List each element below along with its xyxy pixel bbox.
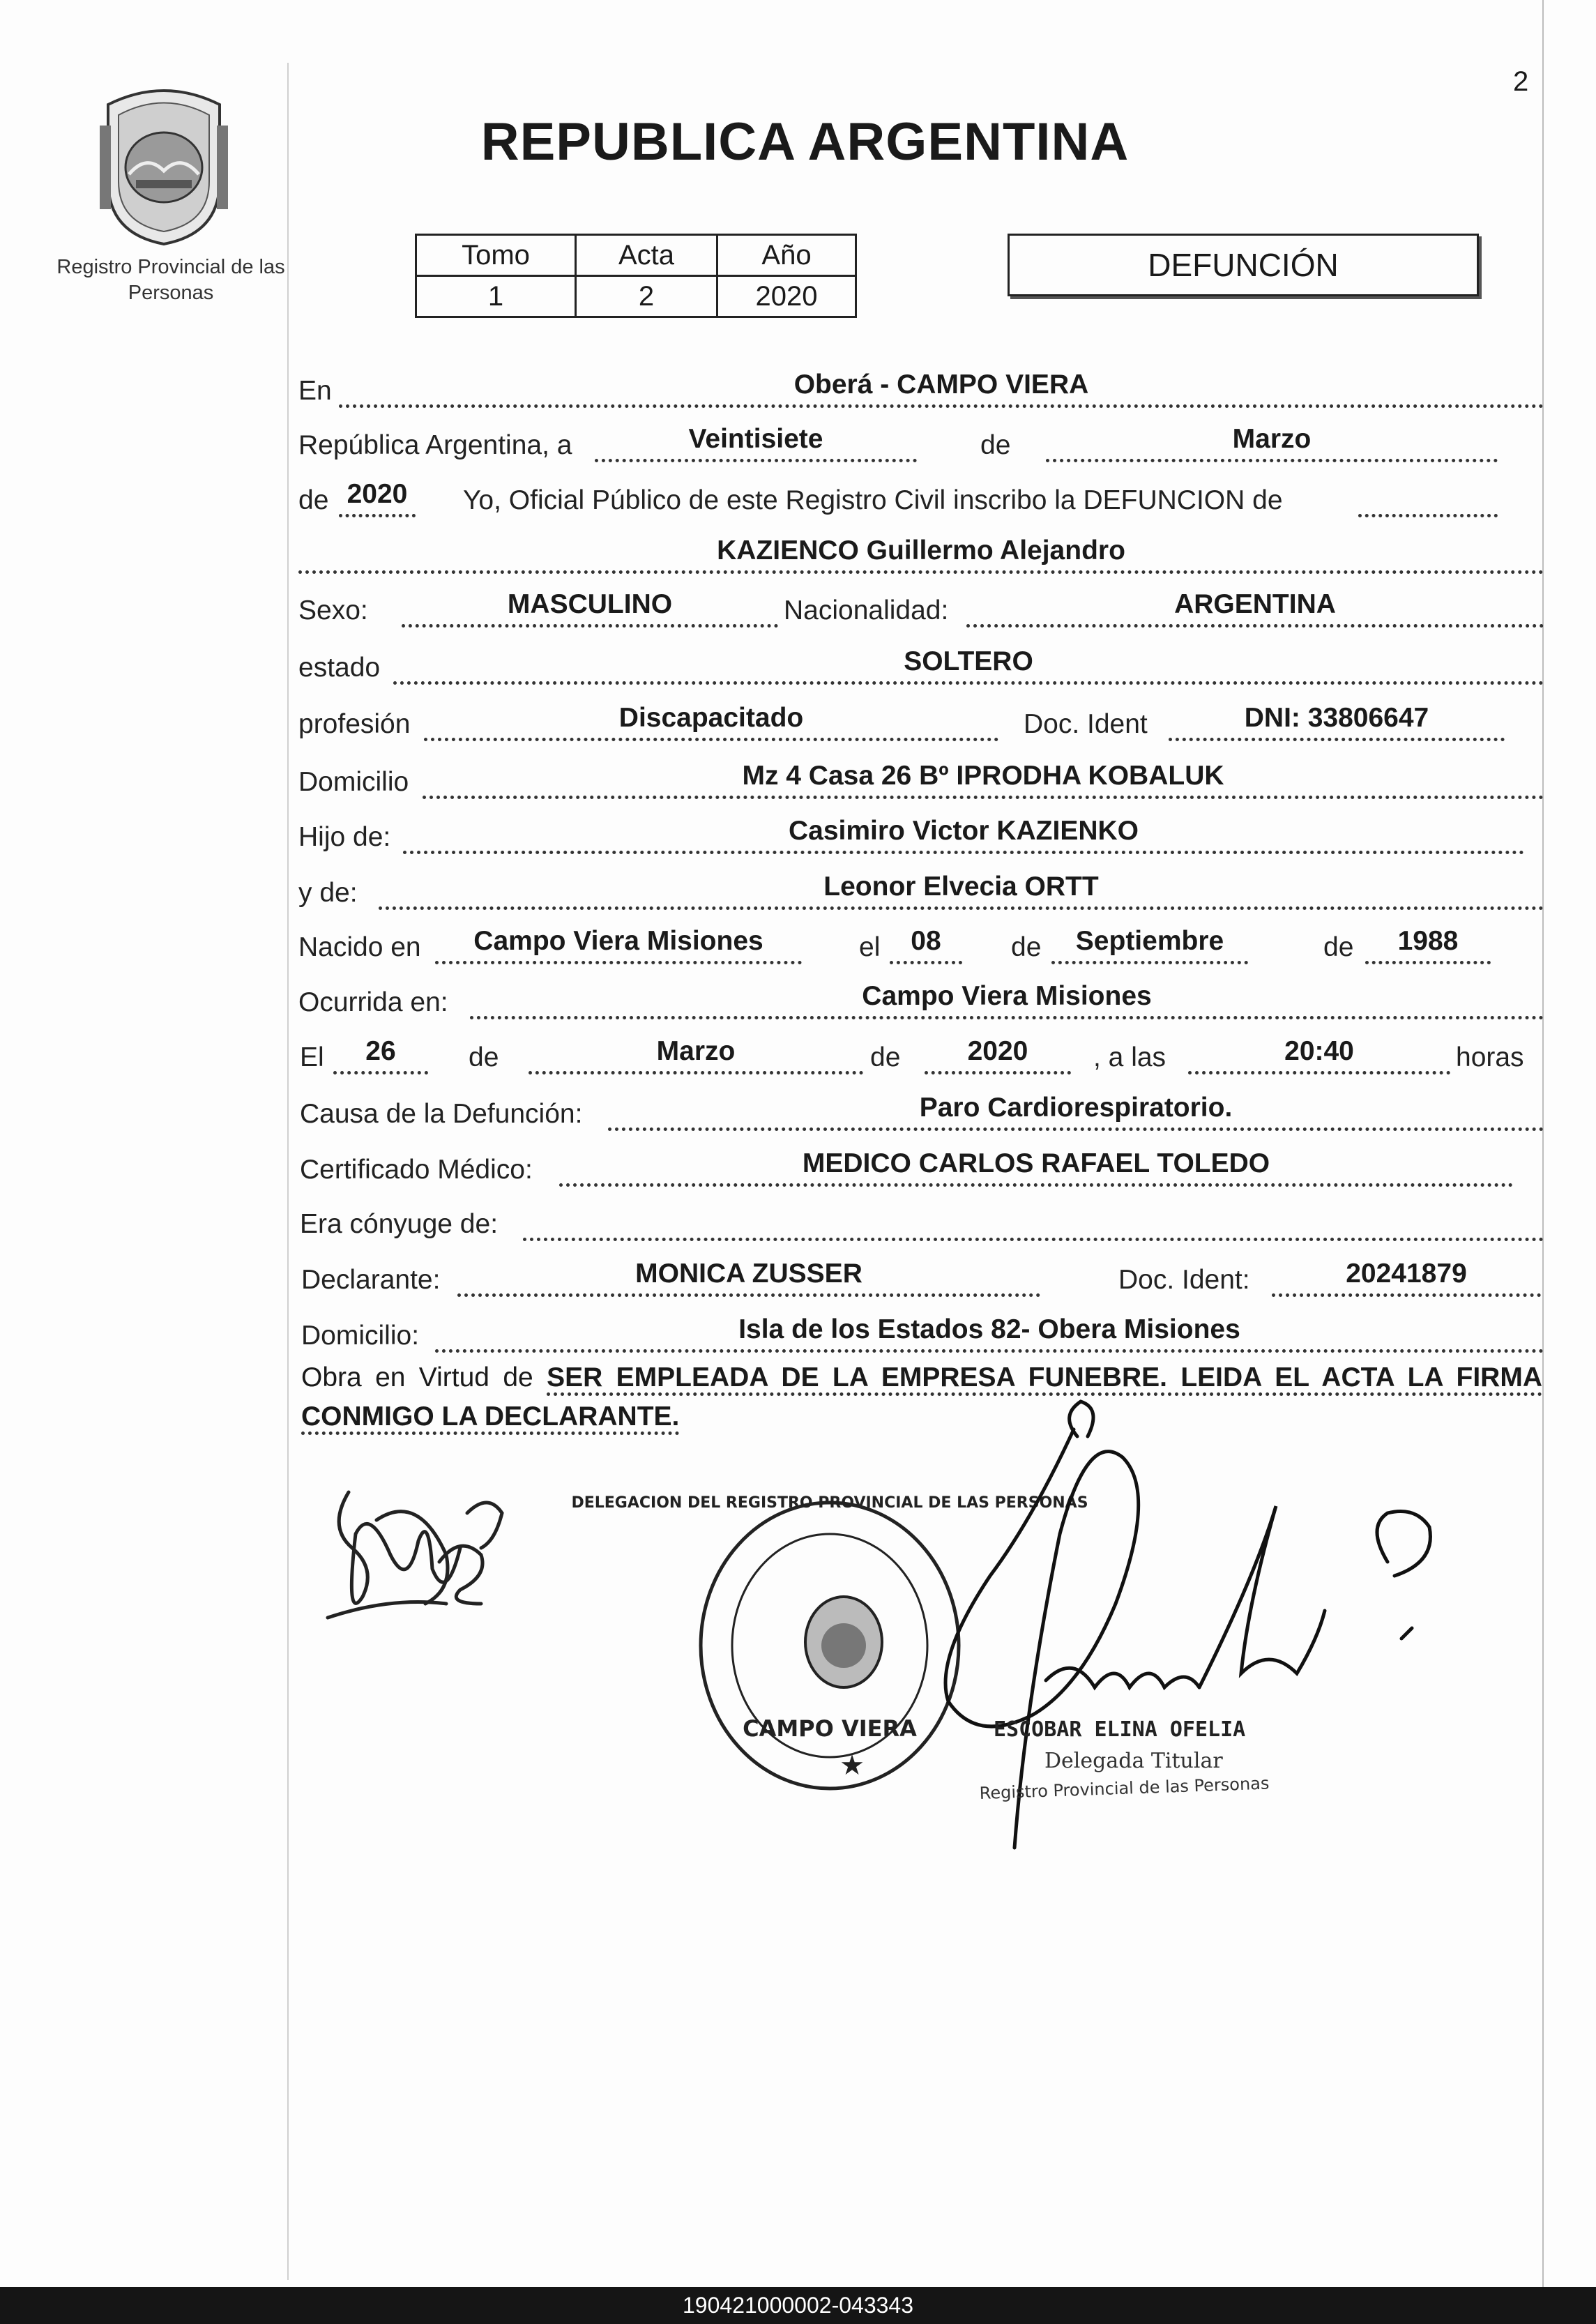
field-declarant-document (1272, 1257, 1541, 1297)
value-year: 2020 (347, 479, 408, 509)
value-place: Oberá - CAMPO VIERA (793, 370, 1089, 400)
reference-header-acta: Acta (576, 235, 717, 276)
field-sex (402, 588, 778, 628)
reference-header-row (416, 235, 856, 276)
declarant-signature (328, 1492, 502, 1618)
row-date (298, 420, 1541, 469)
value-death-year: 2020 (967, 1036, 1028, 1066)
label-sexo: Sexo: (298, 595, 368, 625)
reference-value-acta: 2 (576, 276, 717, 317)
label-doc-ident: Doc. Ident (1024, 709, 1148, 739)
row-address (298, 757, 1541, 806)
field-declarant (457, 1257, 1040, 1297)
field-birth-place (435, 925, 802, 964)
row-death-place (298, 978, 1541, 1026)
field-medical-certificate (559, 1147, 1513, 1187)
row-place (298, 366, 1541, 415)
value-birth-month: Septiembre (1075, 926, 1224, 956)
row-death-date (298, 1033, 1541, 1081)
field-spouse (523, 1201, 1544, 1241)
official-agency: Registro Provincial de las Personas (979, 1773, 1270, 1803)
value-month: Marzo (1232, 424, 1312, 454)
official-name: ESCOBAR ELINA OFELIA (994, 1717, 1246, 1742)
value-deceased-name: KAZIENCO Guillermo Alejandro (717, 536, 1125, 565)
field-year (339, 478, 416, 517)
label-el-cap: El (300, 1042, 324, 1072)
label-de-2: de (298, 485, 329, 515)
label-domicilio-2: Domicilio: (301, 1321, 420, 1351)
label-de-6: de (870, 1042, 901, 1072)
value-death-day: 26 (365, 1036, 396, 1066)
value-birth-year: 1988 (1397, 926, 1459, 956)
row-estado (298, 643, 1541, 692)
reference-value-tomo: 1 (416, 276, 576, 317)
value-sex: MASCULINO (507, 589, 673, 619)
page-margin-line (287, 63, 289, 2280)
field-profession (424, 701, 998, 741)
reference-table (415, 234, 857, 318)
row-profession (298, 699, 1541, 748)
field-nationality (966, 588, 1544, 628)
registry-stamp (571, 1494, 1088, 1788)
field-month (1046, 423, 1498, 462)
field-death-time (1188, 1035, 1450, 1074)
label-de-5: de (469, 1042, 499, 1072)
document-type-box: DEFUNCIÓN (1008, 234, 1479, 296)
page-number: 2 (1513, 66, 1529, 97)
value-birth-day: 08 (911, 926, 941, 956)
label-obra: Obra en Virtud de (301, 1362, 533, 1392)
value-obra: SER EMPLEADA DE LA EMPRESA FUNEBRE. LEIDA EL ACTA LA FIRMA CONMIGO LA DECLARANTE. (301, 1362, 1542, 1435)
label-doc-ident-2: Doc. Ident: (1118, 1265, 1250, 1295)
label-a-las: , a las (1093, 1042, 1166, 1072)
field-father (403, 814, 1524, 854)
reference-header-tomo: Tomo (416, 235, 576, 276)
footer-code: 190421000002-043343 (683, 2293, 913, 2318)
value-nationality: ARGENTINA (1174, 589, 1336, 619)
label-y-de: y de: (298, 878, 358, 908)
row-sex (298, 586, 1541, 635)
field-trailer (1358, 478, 1498, 517)
stamp-star-icon: ★ (839, 1750, 865, 1781)
document-title: REPUBLICA ARGENTINA (480, 112, 1130, 172)
value-death-time: 20:40 (1284, 1036, 1354, 1066)
reference-value-anio: 2020 (717, 276, 856, 317)
page-edge-right (1542, 0, 1544, 2287)
value-death-place: Campo Viera Misiones (862, 981, 1152, 1011)
value-declarant: MONICA ZUSSER (635, 1259, 862, 1289)
label-republica: República Argentina, a (298, 430, 572, 460)
field-birth-day (890, 925, 962, 964)
field-day-words (595, 423, 917, 462)
field-death-place (470, 980, 1544, 1019)
field-marital-status (393, 645, 1544, 685)
field-death-day (333, 1035, 428, 1074)
value-cause: Paro Cardiorespiratorio. (919, 1093, 1233, 1123)
row-year (298, 476, 1541, 524)
value-father: Casimiro Victor KAZIENKO (788, 816, 1139, 846)
row-deceased (298, 532, 1541, 581)
field-birth-year (1365, 925, 1491, 964)
value-address: Mz 4 Casa 26 Bº IPRODHA KOBALUK (742, 761, 1224, 791)
label-de-1: de (980, 430, 1011, 460)
label-estado: estado (298, 653, 381, 683)
label-de-3: de (1011, 932, 1042, 962)
label-nacionalidad: Nacionalidad: (784, 595, 949, 625)
label-domicilio: Domicilio (298, 767, 409, 797)
value-declarant-document: 20241879 (1346, 1259, 1467, 1289)
official-role: Delegada Titular (1044, 1749, 1223, 1773)
value-day-words: Veintisiete (688, 424, 823, 454)
value-document: DNI: 33806647 (1244, 703, 1429, 733)
row-father (298, 812, 1541, 861)
label-nacido-en: Nacido en (298, 932, 421, 962)
label-de-4: de (1323, 932, 1354, 962)
field-death-year (925, 1035, 1071, 1074)
field-address (423, 759, 1544, 799)
field-document (1169, 701, 1505, 741)
row-birth (298, 922, 1541, 971)
row-cause (298, 1089, 1541, 1138)
value-death-month: Marzo (656, 1036, 736, 1066)
stamp-inner-text: CAMPO VIERA (743, 1715, 917, 1742)
field-birth-month (1051, 925, 1248, 964)
obra-en-virtud (301, 1358, 1542, 1436)
stamp-outer-text: DELEGACION DEL REGISTRO PROVINCIAL DE LAS PERSONAS (571, 1494, 1088, 1512)
label-causa: Causa de la Defunción: (300, 1099, 583, 1129)
field-place (339, 368, 1544, 408)
label-el: el (859, 932, 881, 962)
field-declarant-address (435, 1313, 1544, 1353)
field-cause (608, 1091, 1544, 1131)
label-ocurrida-en: Ocurrida en: (298, 987, 448, 1017)
label-horas: horas (1456, 1042, 1524, 1072)
value-birth-place: Campo Viera Misiones (473, 926, 763, 956)
value-medical-certificate: MEDICO CARLOS RAFAEL TOLEDO (802, 1148, 1270, 1178)
value-declarant-address: Isla de los Estados 82- Obera Misiones (738, 1314, 1240, 1344)
reference-value-row (416, 276, 856, 317)
agency-name: Registro Provincial de las Personas (56, 256, 285, 304)
row-spouse (298, 1199, 1541, 1248)
label-conyuge: Era cónyuge de: (300, 1209, 499, 1239)
label-hijo-de: Hijo de: (298, 822, 391, 852)
reference-header-anio: Año (717, 235, 856, 276)
field-deceased-name (298, 534, 1544, 574)
label-profesion: profesión (298, 709, 411, 739)
official-signature (945, 1402, 1430, 1848)
label-declarante: Declarante: (301, 1265, 441, 1295)
field-mother (379, 870, 1544, 910)
label-yo-oficial: Yo, Oficial Público de este Registro Civil inscribo la DEFUNCION de (463, 485, 1283, 515)
row-mother (298, 868, 1541, 917)
row-declarant-address (298, 1311, 1541, 1360)
value-profession: Discapacitado (618, 703, 804, 733)
row-declarant (298, 1255, 1541, 1304)
footer-bar (0, 2287, 1596, 2324)
value-mother: Leonor Elvecia ORTT (823, 872, 1099, 902)
row-certificate (298, 1145, 1541, 1194)
value-marital-status: SOLTERO (904, 646, 1033, 676)
label-en: En (298, 376, 332, 406)
label-certificado: Certificado Médico: (300, 1155, 533, 1185)
field-death-month (529, 1035, 863, 1074)
